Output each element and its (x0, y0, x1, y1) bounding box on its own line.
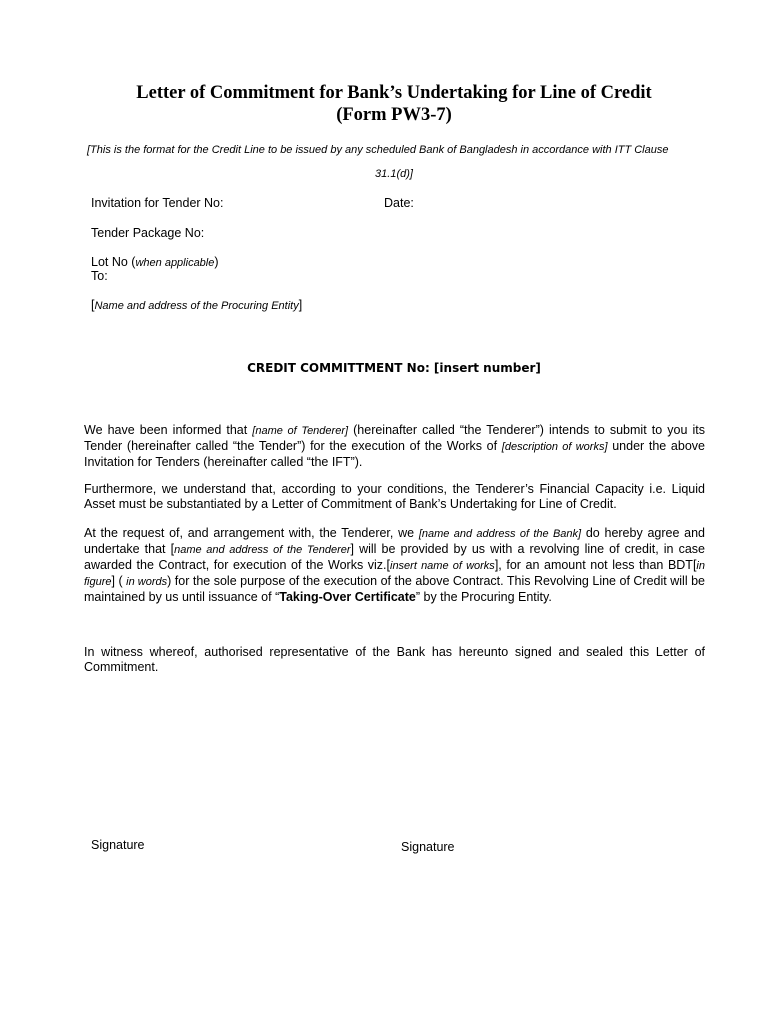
to-label: To: (91, 269, 108, 283)
paragraph-witness: In witness whereof, authorised representative of the Bank has hereunto signed and sealed this Letter of Commitment. (84, 645, 705, 674)
paragraph-informed: We have been informed that [name of Tenderer] (hereinafter called “the Tenderer”) intends to submit to you its Tender (hereinafter called “the Tender”) for the execution of the Works of [description of works] under the above Invitation for Tenders (hereinafter called “the IFT”). (84, 423, 705, 469)
tender-package-label: Tender Package No: (91, 226, 205, 240)
format-note: [This is the format for the Credit Line to be issued by any scheduled Bank of Bangladesh in accordance with ITT Clause (87, 144, 669, 156)
document-title (84, 82, 704, 126)
format-note-clause: 31.1(d)] (375, 168, 413, 180)
paragraph-understand: Furthermore, we understand that, according to your conditions, the Tenderer’s Financial Capacity i.e. Liquid Asset must be substantiated by a Letter of Commitment of Bank’s Undertaking for Line of Credit. (84, 482, 705, 511)
date-label: Date: (384, 196, 414, 210)
procuring-entity-address: [Name and address of the Procuring Entity] (91, 298, 303, 312)
paragraph-undertaking: At the request of, and arrangement with, the Tenderer, we [name and address of the Bank] do hereby agree and undertake that [name and address of the Tenderer] will be provided by us with a revolving line of credit, in case awarded the Contract, for execution of the Works viz.[insert name of works], for an amount not less than BDT[in figure] ( in words) for the sole purpose of the execution of the above Contract. This Revolving Line of Credit will be maintained by us until issuance of “Taking-Over Certificate” by the Procuring Entity. (84, 526, 706, 604)
title-line-1: Letter of Commitment for Bank’s Undertaking for Line of Credit (136, 83, 652, 103)
title-line-2: (Form PW3-7) (336, 105, 452, 125)
tender-number-label: Invitation for Tender No: (91, 196, 224, 210)
signature-left-label: Signature (91, 838, 145, 852)
signature-right-label: Signature (401, 840, 455, 854)
lot-number-label: Lot No (when applicable) (91, 255, 219, 269)
credit-commitment-heading: CREDIT COMMITTMENT No: [insert number] (247, 361, 541, 375)
